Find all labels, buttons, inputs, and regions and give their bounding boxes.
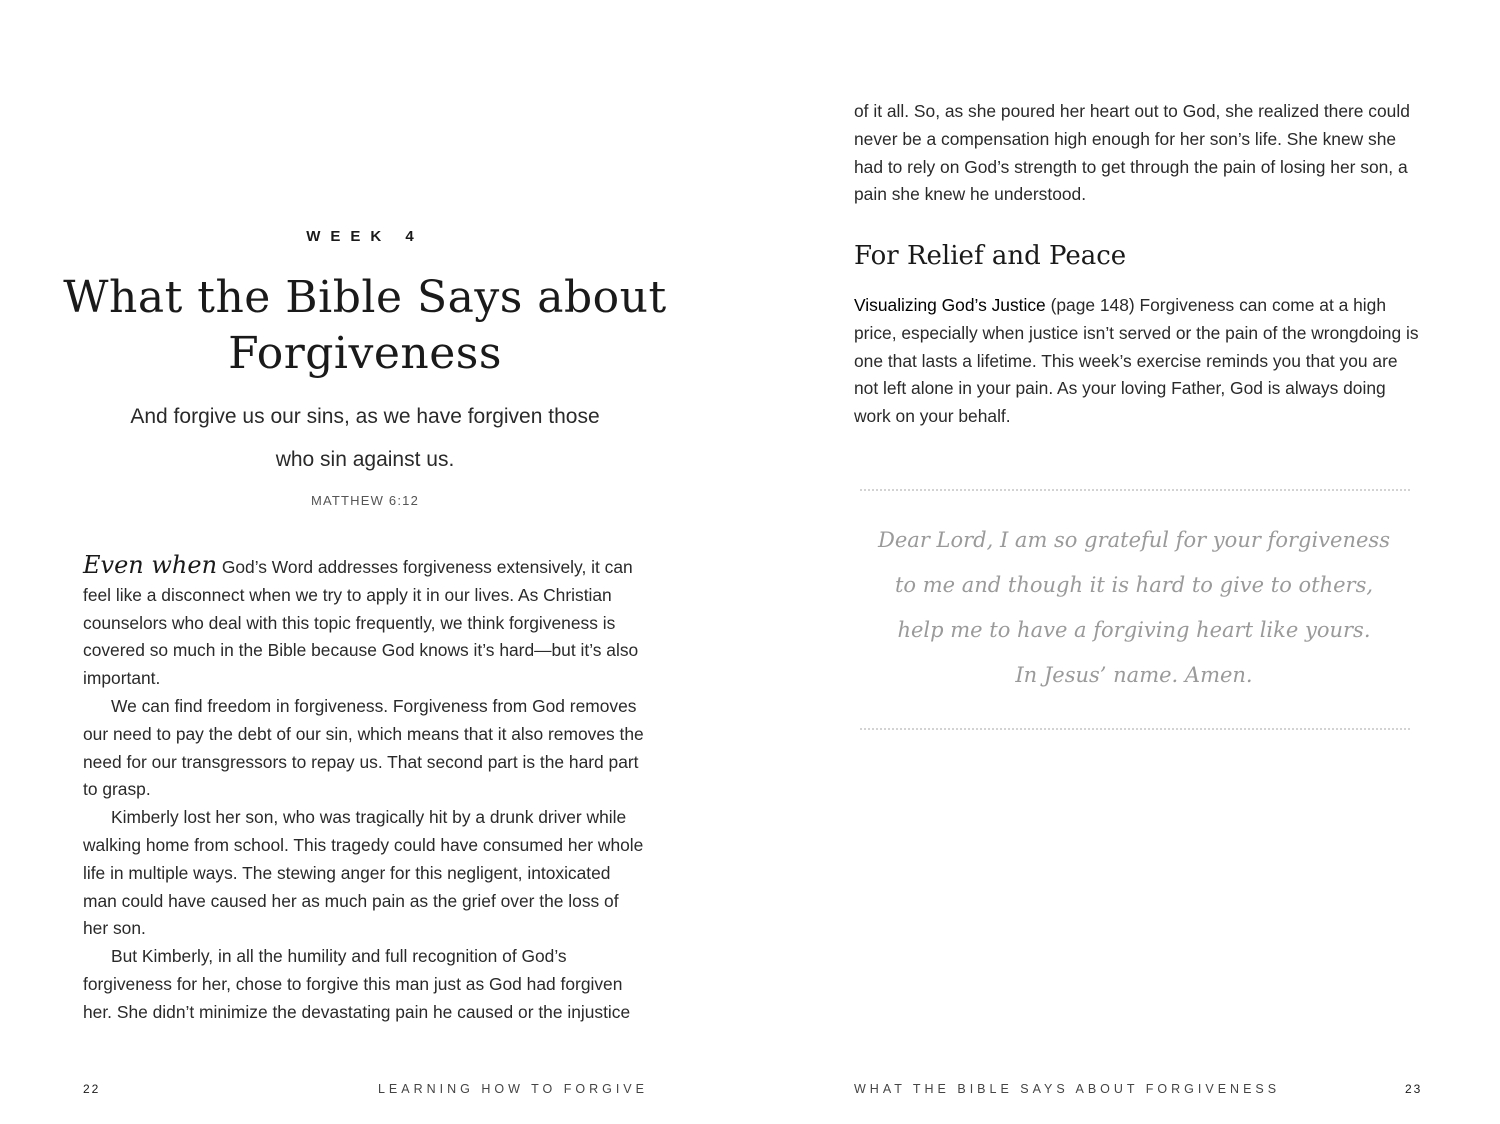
epigraph-line-1: And forgive us our sins, as we have forgiven those [130,405,600,428]
epigraph [80,395,650,481]
paragraph-3: Kimberly lost her son, who was tragically hit by a drunk driver while walking home from school. This tragedy could have consumed her whole life in multiple ways. The stewing anger for this negligent, intoxicated man could have caused her as much pain as the grief over the loss of her son. [83,807,644,939]
paragraph-4: But Kimberly, in all the humility and full recognition of God’s forgiveness for her, chose to forgive this man just as God had forgiven her. She didn’t minimize the devastating pain he caused or the injustice [83,946,631,1022]
section-heading: For Relief and Peace [854,241,1127,271]
chapter-title-line-2: Forgiveness [228,328,502,379]
exercise-paragraph [854,292,1419,431]
prayer [854,518,1414,698]
prayer-line-3: help me to have a forgiving heart like yours. [897,618,1371,642]
chapter-title-line-1: What the Bible Says about [63,272,667,323]
epigraph-line-2: who sin against us. [275,448,455,471]
right-page [750,0,1500,1124]
body-text [83,552,648,1027]
divider-bottom [860,728,1410,730]
exercise-text: (page 148) Forgiveness can come at a high price, especially when justice isn’t served or the pain of the wrongdoing is one that lasts a lifetime. This week’s exercise reminds you that you are not left alone in your pain. As your loving Father, God is always doing work on your behalf. [854,295,1419,427]
page-number-left: 22 [83,1082,101,1096]
continuation-paragraph: of it all. So, as she poured her heart out to God, she realized there could never be a compensation high enough for her son’s life. She knew she had to rely on God’s strength to get through the pain of losing her son, a pain she knew he understood. [854,101,1410,205]
prayer-line-1: Dear Lord, I am so grateful for your forgiveness [878,528,1390,552]
paragraph-1-text: God’s Word addresses forgiveness extensively, it can feel like a disconnect when we try to apply it in our lives. As Christian counselors who deal with this topic frequently, we think forgiveness is covered so much in the Bible because God knows it’s hard—but it’s also important. [83,557,639,689]
running-head-left: LEARNING HOW TO FORGIVE [377,1082,648,1096]
lead-phrase: Even when [83,551,218,579]
week-label: WEEK 4 [306,228,424,245]
divider-top [860,489,1410,491]
chapter-title [60,270,670,382]
paragraph-2: We can find freedom in forgiveness. Forgiveness from God removes our need to pay the debt of our sin, which means that it also removes the need for our transgressors to repay us. That second part is the hard part to grasp. [83,695,644,800]
epigraph-source: MATTHEW 6:12 [310,493,420,508]
prayer-line-4: In Jesus’ name. Amen. [1015,663,1253,687]
prayer-line-2: to me and though it is hard to give to others, [894,573,1374,597]
running-head-right: WHAT THE BIBLE SAYS ABOUT FORGIVENESS [854,1082,1281,1096]
paragraph-1 [83,552,648,693]
page-number-right: 23 [1405,1082,1423,1096]
exercise-title: Visualizing God’s Justice [854,295,1046,315]
